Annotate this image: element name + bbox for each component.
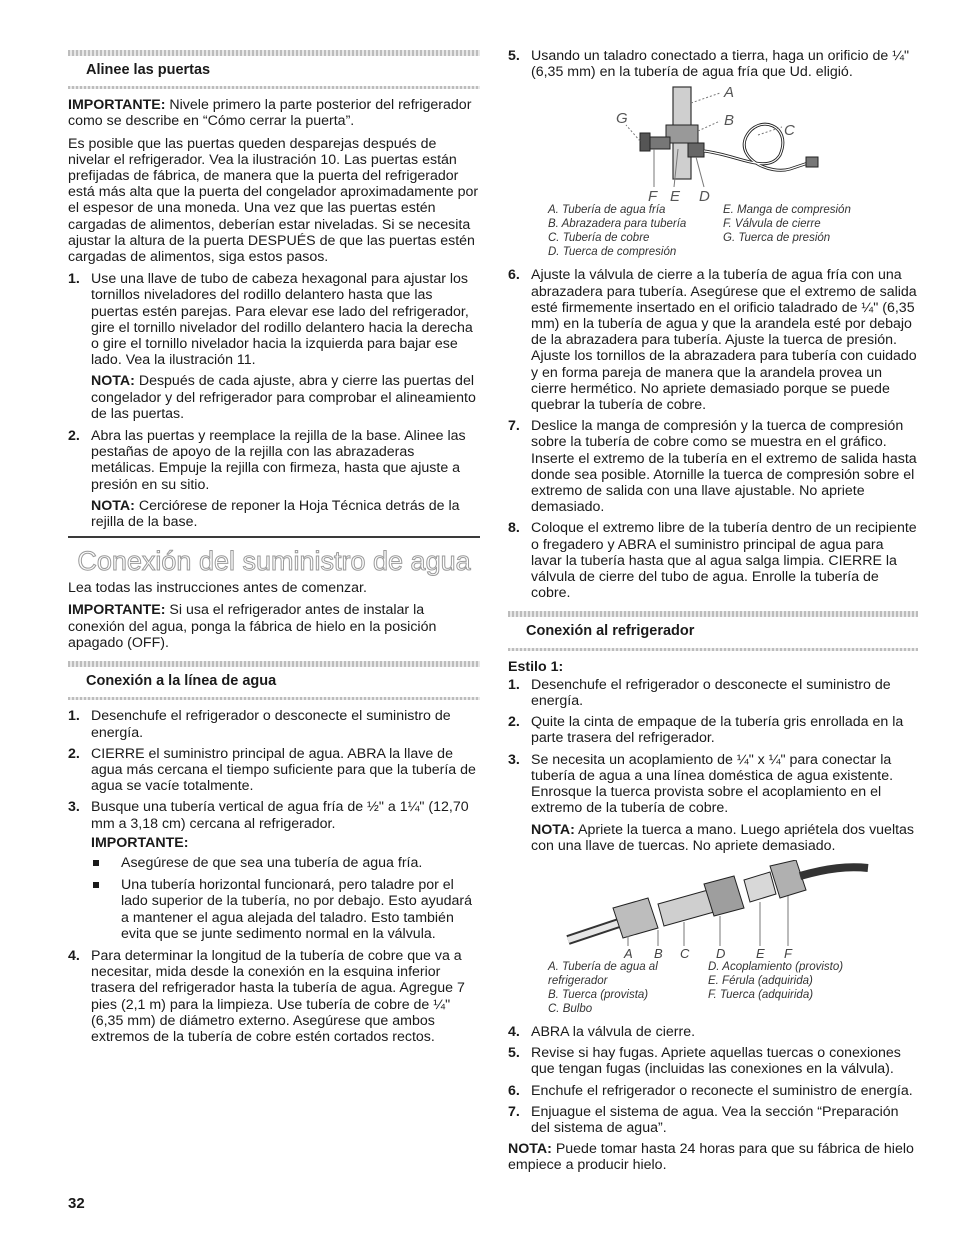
list-item: 6. Enchufe el refrigerador o reconecte el suministro de energía. [508, 1082, 913, 1099]
figure-label-d: D [716, 945, 726, 960]
heading-rule-bottom [508, 648, 918, 651]
caption: B. Abrazadera para tubería [548, 218, 687, 231]
list-item: 4. ABRA la válvula de cierre. [508, 1023, 696, 1040]
important-note-2: IMPORTANTE: Si usa el refrigerador antes de instalar la conexión del agua, ponga la fábrica de hielo en la posición apagado (OFF). [68, 602, 437, 651]
heading-rule-bottom [68, 697, 480, 700]
caption: E. Manga de compresión [723, 204, 851, 217]
important-label: IMPORTANTE: [91, 834, 189, 851]
align-steps-list [68, 271, 480, 530]
figure-label-a: A [624, 945, 633, 960]
figure-label-b: B [724, 112, 735, 130]
caption: D. Acoplamiento (provisto) [708, 960, 844, 973]
style-steps-list [508, 677, 918, 854]
tube-end-nut [806, 157, 818, 167]
list-item: 1. Desenchufe el refrigerador o desconecte el suministro de energía. [68, 708, 451, 741]
align-intro-paragraph: Es posible que las puertas queden desparejas después de nivelar el refrigerador. Vea la ilustración 10. Las puertas están prefijadas de fábrica, de manera que la puerta del refrigerador está más alta que la puerta del congelador aproximadamente por el espesor de una moneda. Una vez que las puertas estén cargadas de alimentos, deberían estar niveladas. Si se necesita ajustar la altura de la puerta DESPUÉS de que las puertas estén cargadas de alimentos, siga estos pasos. [68, 135, 479, 266]
valve-steps-list [508, 267, 918, 601]
caption: D. Tuerca de compresión [548, 246, 677, 259]
fridge-connection-heading: Conexión al refrigerador [526, 623, 695, 640]
important-note-1: IMPORTANTE: Nivele primero la parte posterior del refrigerador como se describe en “Cómo cerrar la puerta”. [68, 97, 472, 130]
shutoff-valve-figure [508, 85, 918, 203]
list-item: 7. Deslice la manga de compresión y la tuerca de compresión sobre la tubería de cobre como se muestra en el gráfico. Inserte el extremo de la tubería en el extremo de salida hasta donde sea posible. Atornille la tuerca de compresión sobre el extremo de salida con una llave ajustable. No apriete demasiado. [508, 418, 917, 516]
page-number: 32 [68, 1195, 85, 1212]
caption: E. Férula (adquirida) [708, 974, 813, 987]
coupling-figure [508, 860, 918, 960]
drill-step [508, 48, 918, 80]
list-item: 2. Abra las puertas y reemplace la rejilla de la base. Alinee las pestañas de apoyo de la rejilla con las abrazaderas metálicas. Empuje la rejilla con firmeza, hasta que ajuste a presión en su sitio. NOTA: Cerciórese de reponer la Hoja Técnica detrás de la rejilla de la base. [68, 428, 480, 530]
style-label: Estilo 1: [508, 658, 564, 675]
caption: G. Tuerca de presión [723, 232, 831, 245]
leader-line [698, 121, 720, 131]
figure-label-a: A [724, 85, 735, 102]
bullet-icon [93, 882, 99, 888]
caption: C. Bulbo [548, 1002, 593, 1015]
caption: A. Tubería de agua al refrigerador [548, 960, 658, 987]
list-item: 1. Use una llave de tubo de cabeza hexagonal para ajustar los tornillos niveladores del rodillo delantero hasta que las puertas estén parejas. Para elevar ese lado del refrigerador, gire el tornillo nivelador del rodillo delantero hacia la derecha o gire el tornillo nivelador hacia la izquierda para bajar ese lado. Vea la ilustración 11. NOTA: Después de cada ajuste, abra y cierre las puertas del congelador y del refrigerador para comprobar el alineamiento de las puertas. [68, 271, 480, 422]
list-item: 5. Usando un taladro conectado a tierra, haga un orificio de ¼" (6,35 mm) en la tubería de agua fría que Ud. eligió. [508, 48, 910, 81]
bullet-icon [93, 860, 99, 866]
final-note: NOTA: Puede tomar hasta 24 horas para que su fábrica de hielo empiece a producir hielo. [508, 1141, 914, 1174]
list-item: 7. Enjuague el sistema de agua. Vea la sección “Preparación del sistema de agua”. [508, 1103, 899, 1136]
leader-line [691, 93, 720, 103]
figure-label-e: E [756, 945, 765, 960]
figure-label-g: G [616, 110, 628, 128]
list-item: 8. Coloque el extremo libre de la tubería dentro de un recipiente o fregadero y ABRA el suministro principal de agua para lavar la tubería hasta que al agua salga limpia. CIERRE la válvula de cierre del tubo de agua. Enrolle la tubería de cobre. [508, 520, 917, 602]
figure-1-captions [548, 203, 918, 259]
heading-rule-bottom [68, 86, 480, 89]
figure-label-c: C [784, 122, 795, 140]
compression-nut [688, 143, 704, 157]
figure-label-d: D [699, 188, 710, 204]
note: NOTA: Después de cada ajuste, abra y cierre las puertas del congelador y del refrigerador para comprobar el alineamiento de las puertas. [91, 373, 476, 422]
leader-line [626, 125, 640, 141]
ferrule [744, 872, 776, 902]
list-item: 5. Revise si hay fugas. Apriete aquellas tuercas o conexiones que tengan fugas (incluidas las conexiones en la válvula). [508, 1045, 901, 1078]
note: NOTA: Apriete la tuerca a mano. Luego apriétela dos vueltas con una llave de tuercas. No apriete demasiado. [531, 821, 915, 854]
list-item: Una tubería horizontal funcionará, pero taladre por el lado superior de la tubería, no por debajo. Esto ayudará a mantener el agua alejada del taladro. Esto también evita que se junte sedimento normal en la válvula. [91, 877, 480, 942]
list-item: 1. Desenchufe el refrigerador o desconecte el suministro de energía. [508, 676, 891, 710]
nut-provided [613, 898, 658, 938]
caption: A. Tubería de agua fría [548, 204, 666, 217]
figure-label-f: F [648, 188, 658, 204]
caption: B. Tuerca (provista) [548, 988, 649, 1001]
list-item: 3. Busque una tubería vertical de agua fría de ½" a 1¼" (12,70 mm a 3,18 cm) cercana al refrigerador. IMPORTANTE: Asegúrese de que sea una tubería de agua fría. Una tubería horizontal funcionará, pero taladre por el lado superior de la tubería, no por debajo. Esto ayudará a mantener el agua alejada del taladro. Esto también evita que se junte sedimento normal en la válvula. [68, 799, 480, 942]
list-item: 4. Para determinar la longitud de la tubería de cobre que va a necesitar, mida desde la conexión en la esquina inferior trasera del refrigerador hasta la tubería de agua. Agregue 7 pies (2,1 m) para la limpieza. Use tubería de cobre de ¼" (6,35 mm) de diámetro externo. Asegúrese que ambos extremos de la tubería de cobre estén cortados rectos. [68, 947, 465, 1045]
caption: C. Tubería de cobre [548, 232, 650, 245]
figure-label-c: C [680, 945, 690, 960]
list-item: Asegúrese de que sea una tubería de agua fría. [91, 855, 480, 871]
align-doors-heading: Alinee las puertas [86, 62, 211, 78]
caption: F. Válvula de cierre [723, 218, 821, 231]
list-item: 6. Ajuste la válvula de cierre a la tubería de agua fría con una abrazadera para tubería. Asegúrese que el extremo de salida esté firmemente insertado en el orificio taladrado de ¼" (6,35 mm) en la tubería de agua y que la arandela esté por debajo de la abrazadera para tubería. Ajuste la tuerca de presión. Ajuste los tornillos de la abrazadera para tubería con cuidado y en forma pareja de manera que la arandela provea un cierre hermético. No apriete demasiado porque se puede quebrar la tubería de cobre. [508, 267, 917, 414]
list-item: 2. CIERRE el suministro principal de agua. ABRA la llave de agua más cercana el tiempo suficiente para que la tubería de agua se vacíe totalmente. [68, 745, 476, 795]
note: NOTA: Cerciórese de reponer la Hoja Técnica detrás de la rejilla de la base. [91, 497, 460, 531]
water-line-heading: Conexión a la línea de agua [86, 673, 277, 690]
pipe-clamp [666, 125, 698, 143]
bullet-list [91, 855, 480, 942]
section-divider [68, 536, 480, 538]
figure-label-f: F [784, 945, 792, 960]
figure-2-captions [548, 960, 918, 1016]
caption: F. Tuerca (adquirida) [708, 988, 814, 1001]
figure-label-b: B [654, 945, 663, 960]
household-tube [800, 867, 868, 876]
figure-label-e: E [670, 188, 681, 204]
left-column [68, 50, 480, 1050]
water-steps-list [68, 708, 480, 1045]
section-title: Conexión del suministro de agua [77, 546, 471, 577]
final-steps-list [508, 1024, 918, 1136]
shutoff-valve [648, 137, 670, 149]
pressure-nut [640, 133, 650, 151]
leader-line [696, 157, 704, 187]
bulb [658, 890, 714, 926]
right-column [508, 48, 918, 1180]
read-instructions: Lea todas las instrucciones antes de comenzar. [68, 580, 367, 597]
list-item: 3. Se necesita un acoplamiento de ¼" x ¼" para conectar la tubería de agua a una línea doméstica de agua existente. Enrosque la tuerca provista sobre el acoplamiento en el extremo de la tubería de cobre. NOTA: Apriete la tuerca a mano. Luego apriétela dos vueltas con una llave de tuercas. No apriete demasiado. [508, 752, 918, 854]
list-item: 2. Quite la cinta de empaque de la tubería gris enrollada en la parte trasera del refrigerador. [508, 714, 904, 747]
